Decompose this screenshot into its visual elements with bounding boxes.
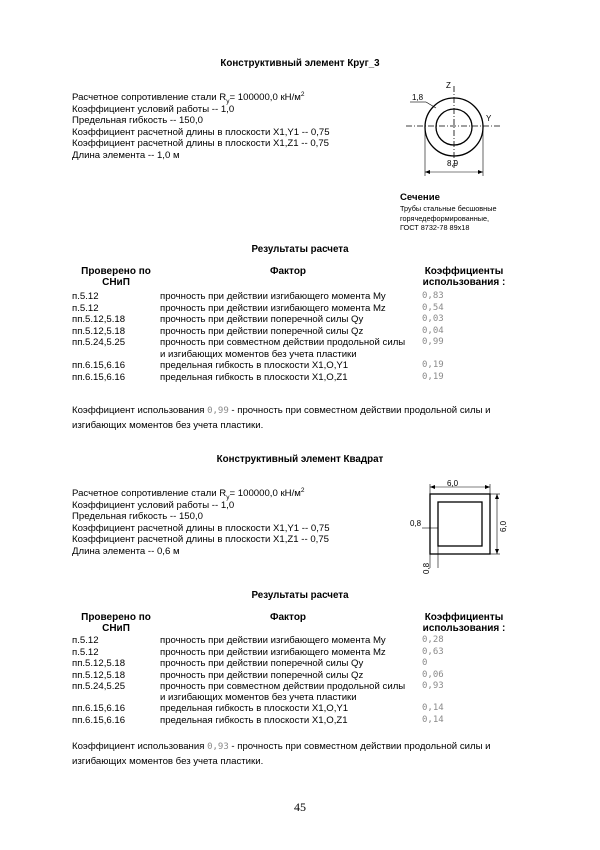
element-2-param: Предельная гибкость -- 150,0 — [72, 511, 203, 523]
header-factor: Фактор — [269, 612, 307, 623]
header-checked: Проверено по СНиП — [81, 612, 151, 634]
element-2-results-table — [72, 635, 532, 726]
table-row: пп.5.12,5.18 прочность при действии поперечной силы Qy 0,03 — [72, 314, 444, 325]
element-1-param: Коэффициент расчетной длины в плоскости X1,Y1 -- 0,75 — [72, 126, 330, 138]
table-row: пп.6.15,6.16 предельная гибкость в плоскости X1,O,Y1 0,19 — [72, 360, 444, 371]
table-row: п.5.12 прочность при действии изгибающего момента Mz 0,54 — [72, 302, 444, 314]
element-2-param: Коэффициент расчетной длины в плоскости X1,Y1 -- 0,75 — [72, 522, 330, 534]
element-1-param: Коэффициент расчетной длины в плоскости X1,Z1 -- 0,75 — [72, 138, 329, 150]
square-wall-left-label: 0,8 — [410, 519, 422, 528]
table-row: пп.5.12,5.18 прочность при действии поперечной силы Qz 0,06 — [72, 669, 444, 681]
element-2-resistance: Расчетное сопротивление стали $R_y= 100000,0$ $кН/м^2$ — [72, 486, 305, 501]
table-row: пп.5.24,5.25 прочность при совместном действии продольной силы и изгибающих моментов без учета пластики 0,93 — [72, 681, 444, 703]
element-1-summary: Коэффициент использования 0,99 - прочность при совместном действии продольной силы и изгибающих моментов без учета пластики. — [72, 405, 491, 431]
header-checked: Проверено по СНиП — [81, 266, 151, 288]
header-factor: Фактор — [269, 266, 307, 277]
square-height-label: 6,0 — [499, 520, 508, 532]
square-width-label: 6,0 — [447, 479, 459, 488]
square-section-diagram — [400, 478, 510, 578]
element-2-params — [72, 488, 330, 558]
square-wall-bottom-label: 0,8 — [422, 562, 431, 574]
table-row: п.5.12 прочность при действии изгибающего момента Mz 0,63 — [72, 646, 444, 658]
element-2-param: Коэффициент условий работы -- 1,0 — [72, 499, 235, 511]
element-1-params — [72, 92, 330, 162]
table-row: п.5.12 прочность при действии изгибающего момента My 0,28 — [72, 635, 444, 646]
table-row: пп.6.15,6.16 предельная гибкость в плоскости X1,O,Z1 0,14 — [72, 714, 444, 726]
table-row: пп.5.12,5.18 прочность при действии поперечной силы Qy 0 — [72, 658, 428, 669]
axis-z-label: Z — [446, 81, 451, 90]
element-2-summary: Коэффициент использования 0,93 - прочность при совместном действии продольной силы и изгибающих моментов без учета пластики. — [72, 741, 491, 767]
header-coefficient: Коэффициенты использования : — [422, 612, 506, 634]
element-2-param: Коэффициент расчетной длины в плоскости X1,Z1 -- 0,75 — [72, 534, 329, 546]
table-row: пп.6.15,6.16 предельная гибкость в плоскости X1,O,Z1 0,19 — [72, 371, 444, 383]
table-row: пп.5.12,5.18 прочность при действии поперечной силы Qz 0,04 — [72, 325, 444, 337]
section-heading: Сечение — [400, 192, 440, 203]
circle-section-diagram — [396, 76, 516, 188]
circle-diameter-label: 8,9 — [447, 159, 459, 168]
table-row: пп.6.15,6.16 предельная гибкость в плоскости X1,O,Y1 0,14 — [72, 703, 444, 714]
element-1-param: Длина элемента -- 1,0 м — [72, 149, 180, 161]
header-coefficient: Коэффициенты использования : — [422, 266, 506, 288]
element-1-title: Конструктивный элемент Круг_3 — [220, 58, 380, 69]
element-2-param: Длина элемента -- 0,6 м — [72, 545, 180, 557]
element-1-results-title: Результаты расчета — [251, 244, 349, 255]
table-row: пп.5.24,5.25 прочность при совместном действии продольной силы и изгибающих моментов без учета пластики 0,99 — [72, 337, 444, 360]
element-1-param: Коэффициент условий работы -- 1,0 — [72, 103, 235, 115]
element-2-results-title: Результаты расчета — [251, 590, 349, 601]
element-1-resistance: Расчетное сопротивление стали $R_y= 100000,0$ $кН/м^2$ — [72, 90, 305, 105]
page-number: 45 — [294, 800, 306, 814]
element-1-param: Предельная гибкость -- 150,0 — [72, 115, 203, 127]
element-1-results-table — [72, 291, 532, 383]
table-row: п.5.12 прочность при действии изгибающего момента My 0,83 — [72, 291, 444, 302]
circle-thickness-label: 1,8 — [412, 93, 424, 102]
element-2-title: Конструктивный элемент Квадрат — [216, 454, 384, 465]
axis-y-label: Y — [486, 114, 492, 123]
section-description: Трубы стальные бесшовные горячедеформированные, ГОСТ 8732-78 89x18 — [400, 204, 497, 233]
